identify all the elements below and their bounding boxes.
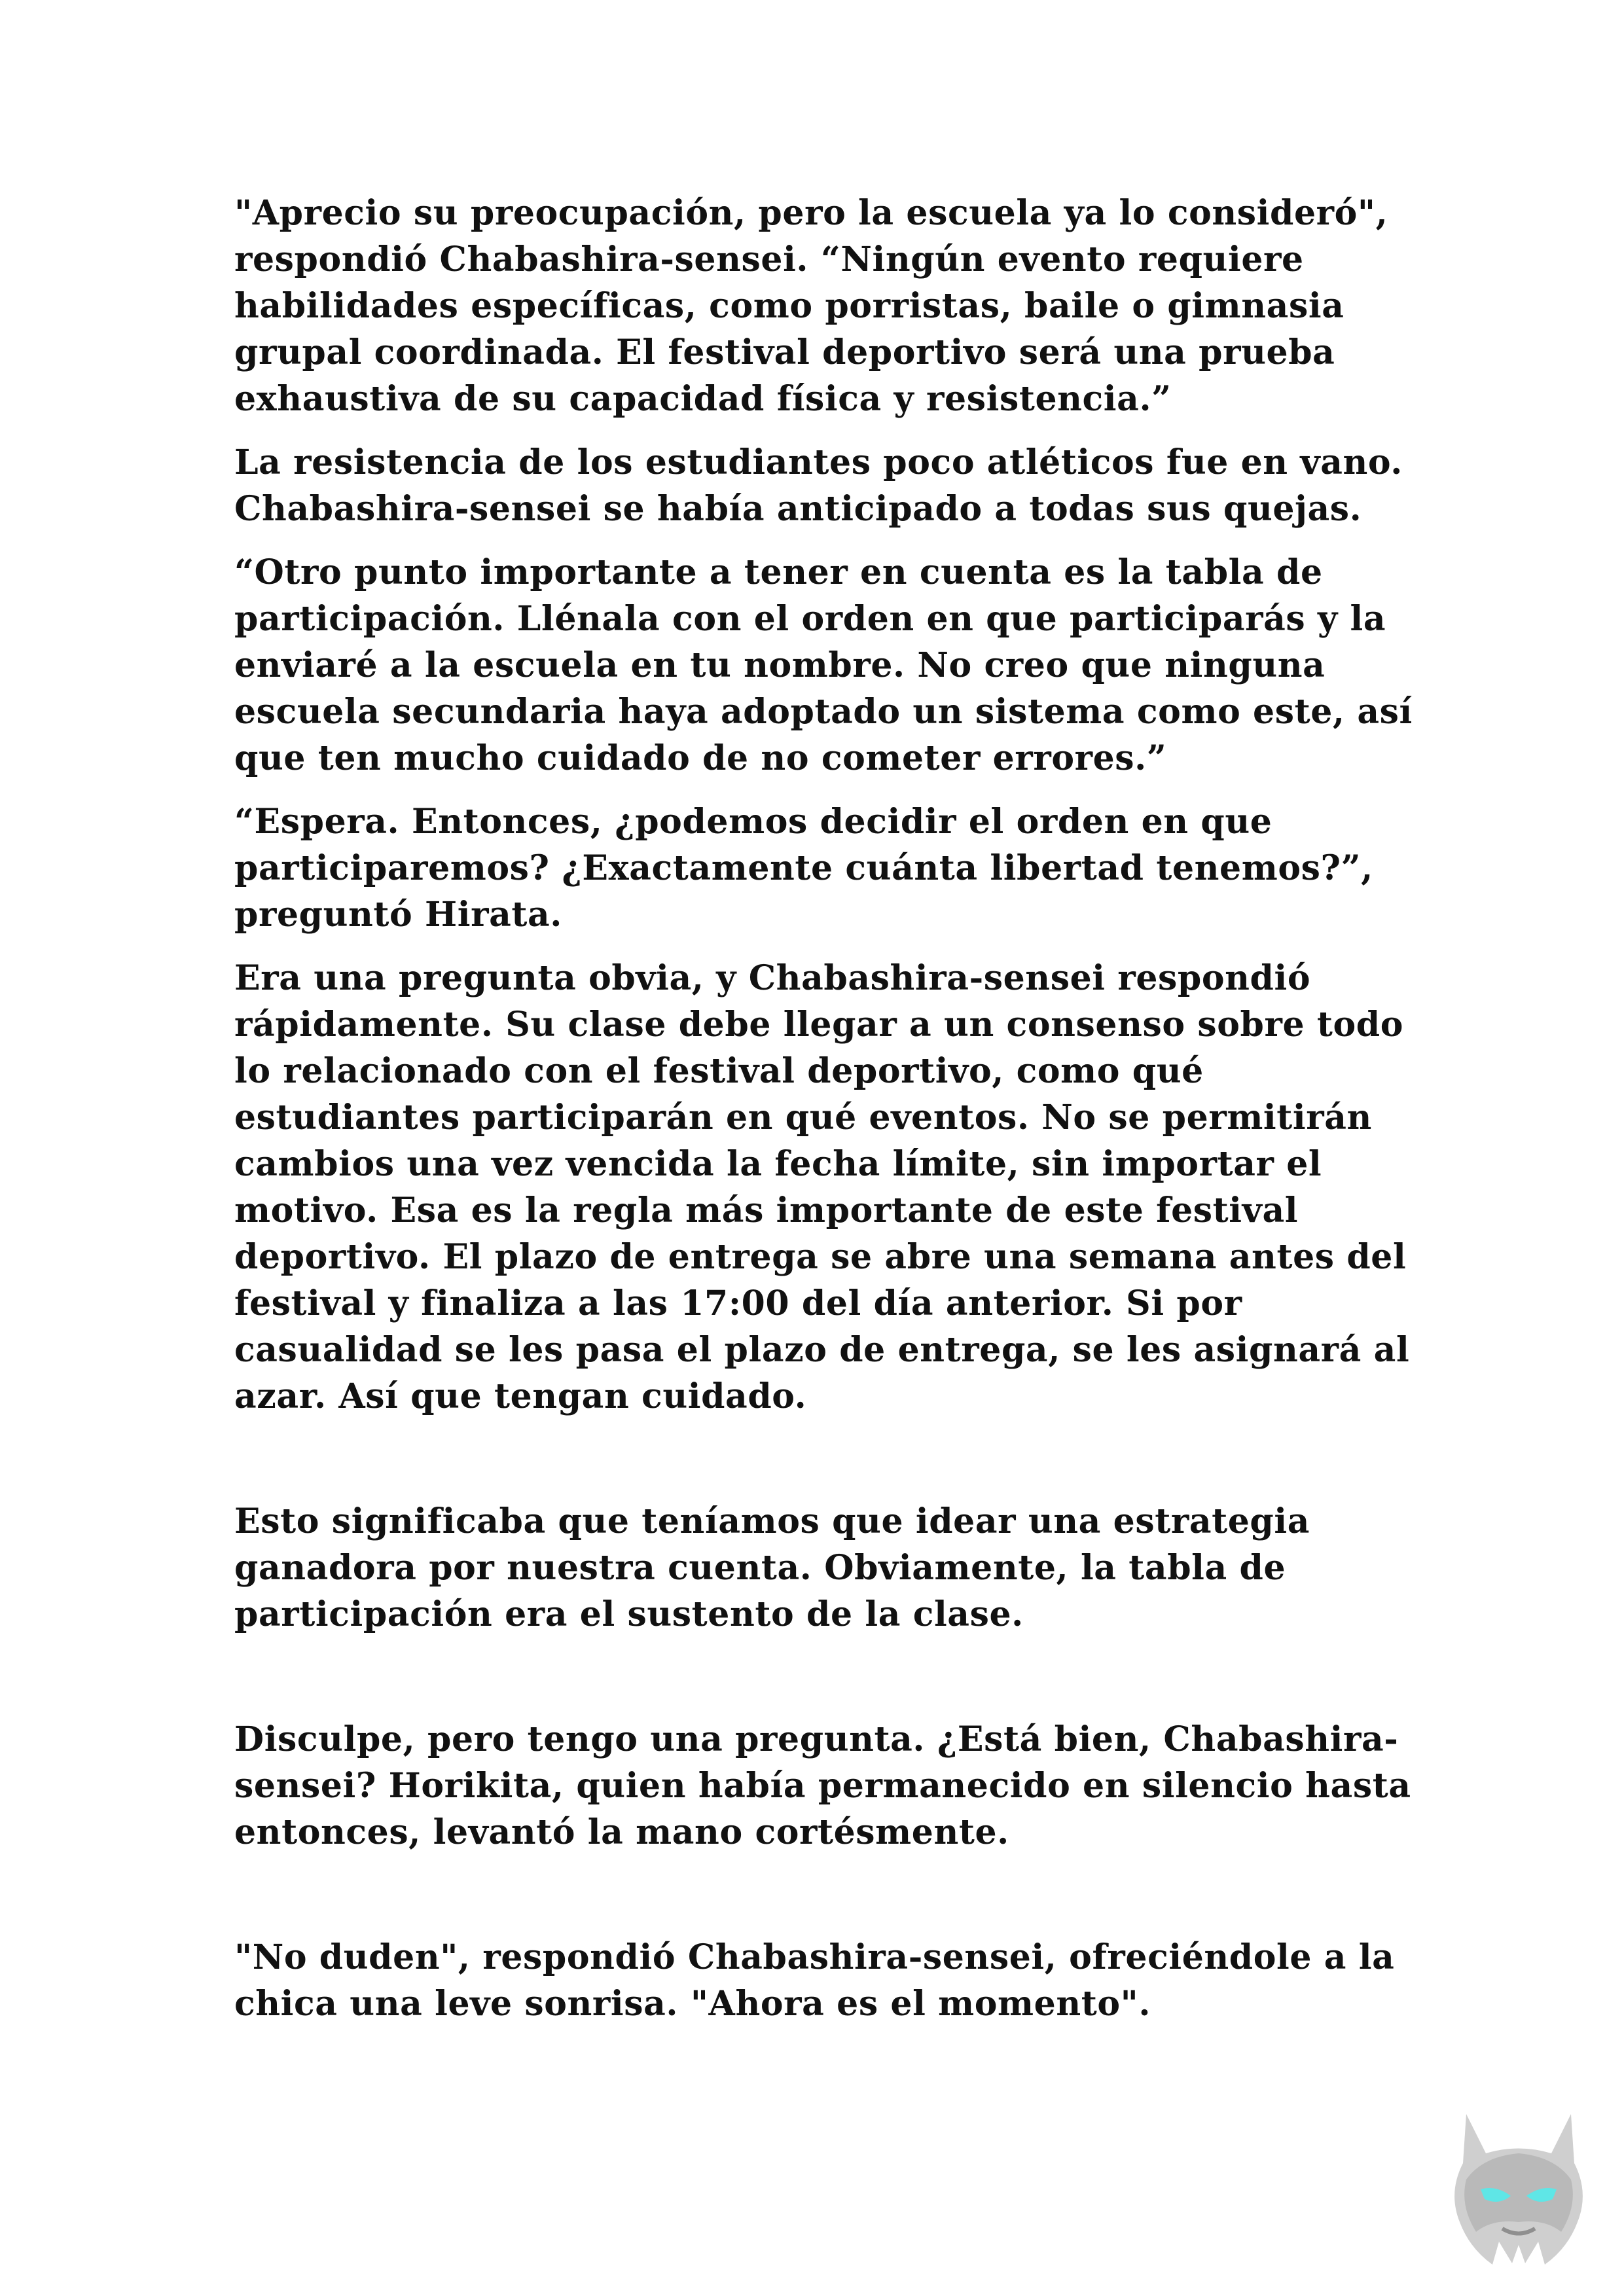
paragraph: “Otro punto importante a tener en cuenta es la tabla de participación. Llénala con el orden en que participarás y la enviaré a la escuela en tu nombre. No creo que ninguna escuela secundaria haya adoptado un sistema como este, así que ten mucho cuidado de no cometer errores.” [234,552,1413,778]
paragraph: La resistencia de los estudiantes poco atléticos fue en vano. Chabashira-sensei se había anticipado a todas sus quejas. [234,442,1403,529]
watermark-svg [1440,2108,1597,2271]
paragraph: “Espera. Entonces, ¿podemos decidir el orden en que participaremos? ¿Exactamente cuánta libertad tenemos?”, preguntó Hirata. [234,802,1373,935]
paragraph: Esto significaba que teníamos que idear una estrategia ganadora por nuestra cuenta. Obviamente, la tabla de participación era el sustento de la clase. [234,1501,1310,1634]
paragraph: "Aprecio su preocupación, pero la escuela ya lo consideró", respondió Chabashira-sensei. “Ningún evento requiere habilidades específicas, como porristas, baile o gimnasia grupal coordinada. El festival deportivo será una prueba exhaustiva de su capacidad física y resistencia.” [234,193,1388,419]
paragraph: Disculpe, pero tengo una pregunta. ¿Está bien, Chabashira- sensei? Horikita, quien había permanecido en silencio hasta entonces, levantó la mano cortésmente. [234,1719,1411,1852]
paragraph: Era una pregunta obvia, y Chabashira-sensei respondió rápidamente. Su clase debe llegar a un consenso sobre todo lo relacionado con el festival deportivo, como qué estudiantes participarán en qué eventos. No se permitirán cambios una vez vencida la fecha límite, sin importar el motivo. Esa es la regla más importante de este festival deportivo. El plazo de entrega se abre una semana antes del festival y finaliza a las 17:00 del día anterior. Si por casualidad se les pasa el plazo de entrega, se les asignará al azar. Así que tengan cuidado. [234,958,1410,1416]
body-text [234,190,1413,2044]
demon-head-logo-icon [1440,2108,1597,2271]
paragraph: "No duden", respondió Chabashira-sensei, ofreciéndole a la chica una leve sonrisa. "Ahora es el momento". [234,1937,1395,2024]
